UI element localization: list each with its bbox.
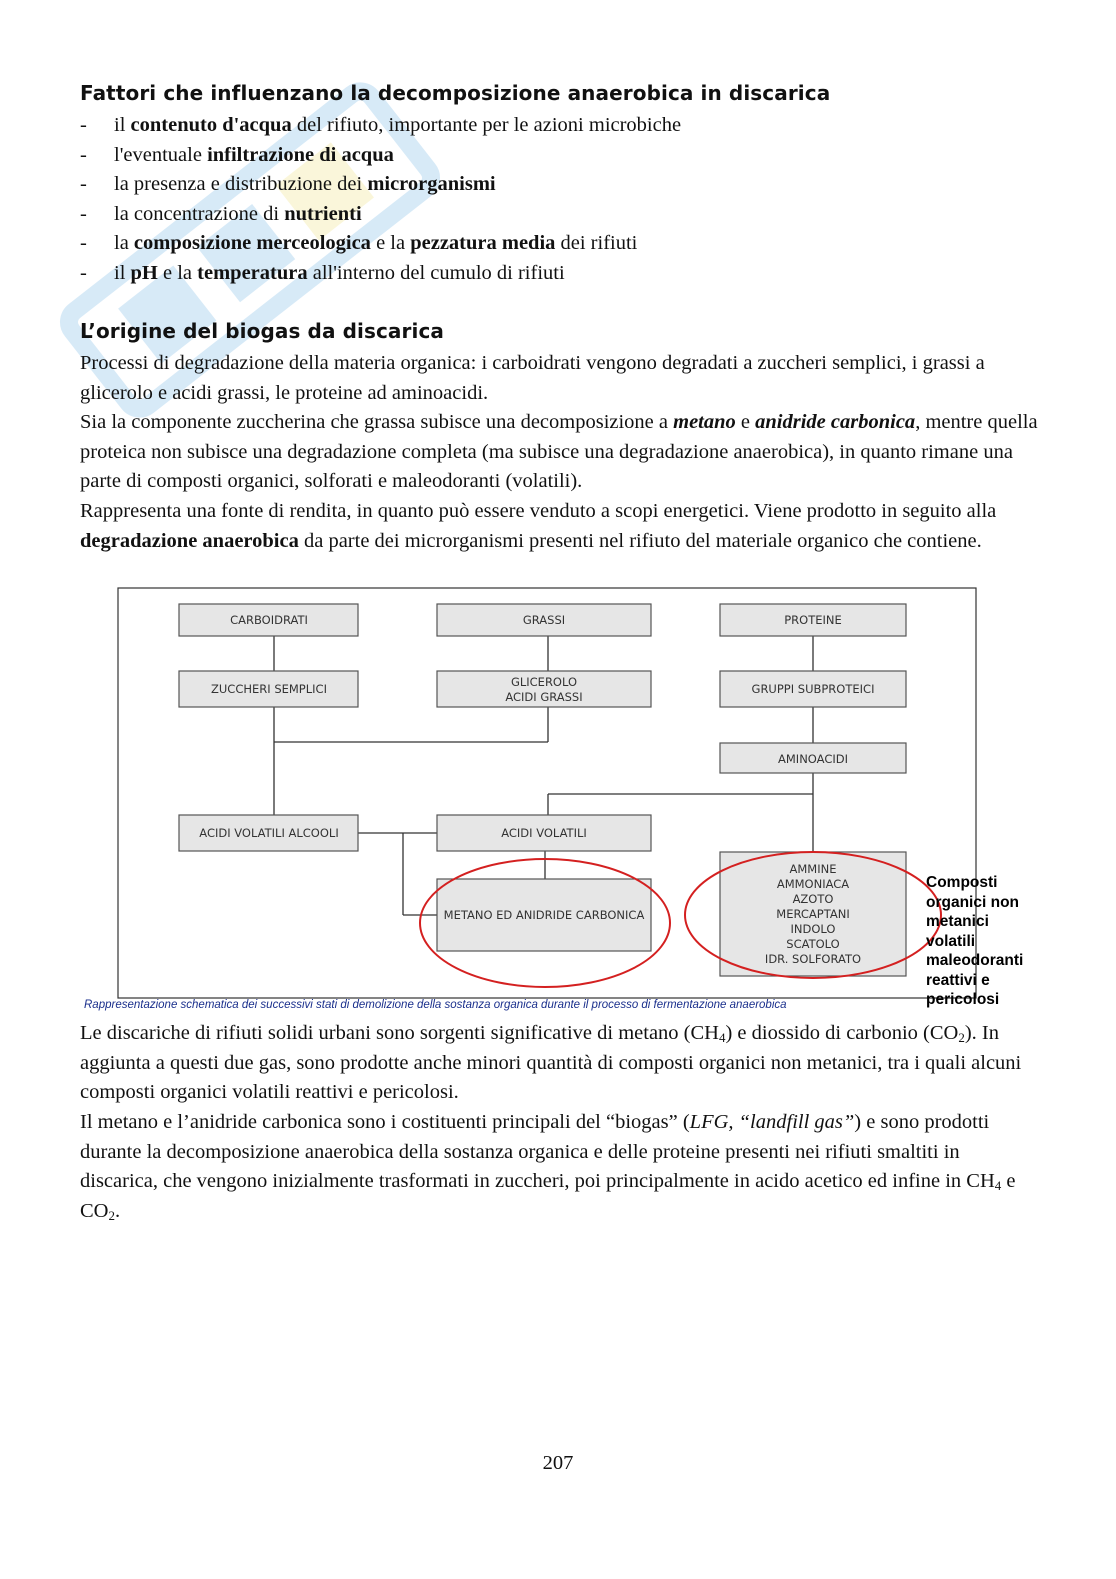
degradation-diagram xyxy=(80,585,1040,1000)
label-composto: IDR. SOLFORATO xyxy=(764,952,862,966)
label-glicerolo: GLICEROLO xyxy=(510,675,578,689)
label-grassi: GRASSI xyxy=(522,613,566,627)
list-item: - l'eventuale infiltrazione di acqua xyxy=(80,143,394,166)
paragraph-rendita: Rappresenta una fonte di rendita, in quanto può essere venduto a scopi energetici. Viene prodotto in seguito alla degradazione anaerobica da parte dei microrganismi presenti nel rifiuto del materiale organico che contiene. xyxy=(80,500,997,552)
label-composto: AZOTO xyxy=(792,892,834,906)
list-item: - la presenza e distribuzione dei microrganismi xyxy=(80,173,496,196)
label-metano: METANO ED ANIDRIDE CARBONICA xyxy=(443,908,645,922)
label-composto: MERCAPTANI xyxy=(776,907,850,921)
list-item: - il pH e la temperatura all'interno del cumulo di rifiuti xyxy=(80,261,565,284)
label-acidi-alcooli: ACIDI VOLATILI ALCOOLI xyxy=(199,826,339,840)
label-proteine: PROTEINE xyxy=(784,613,842,627)
label-composto: AMMONIACA xyxy=(776,877,850,891)
label-acidi-volatili: ACIDI VOLATILI xyxy=(501,826,587,840)
label-gruppi: GRUPPI SUBPROTEICI xyxy=(751,682,875,696)
figure-caption: Rappresentazione schematica dei successivi stati di demolizione della sostanza organica durante il processo di fermentazione anaerobica xyxy=(84,999,787,1011)
list-item: - la concentrazione di nutrienti xyxy=(80,202,362,225)
paragraph-decomposizione: Sia la componente zuccherina che grassa subisce una decomposizione a metano e anidride carbonica, mentre quella proteica non subisce una degradazione completa (ma subisce una degradazione anaerobica), in quanto rimane una parte di composti organici, solforati e maleodoranti (volatili). xyxy=(80,411,1038,493)
label-carboidrati: CARBOIDRATI xyxy=(230,613,308,627)
label-acidi-grassi: ACIDI GRASSI xyxy=(505,690,583,704)
label-aminoacidi: AMINOACIDI xyxy=(778,752,848,766)
factors-list xyxy=(80,111,681,289)
page-number: 207 xyxy=(542,1452,574,1474)
list-item: - il contenuto d'acqua del rifiuto, importante per le azioni microbiche xyxy=(80,114,682,136)
paragraph-sorgenti: Le discariche di rifiuti solidi urbani sono sorgenti significative di metano $(CH_4)$ e diossido di carbonio $(CO_2)$. In aggiunta a questi due gas, sono prodotte anche minori quantità di composti organici non metanici, tra i quali alcuni composti organici volatili reattivi e pericolosi. xyxy=(80,1022,1022,1104)
list-item: - la composizione merceologica e la pezzatura media dei rifiuti xyxy=(80,232,638,255)
label-composto: AMMINE xyxy=(789,862,837,876)
section-heading-fattori: Fattori che influenzano la decomposizione anaerobica in discarica xyxy=(80,81,831,105)
paragraph-costituenti: Il metano e l’anidride carbonica sono i costituenti principali del “biogas” (LFG, “landfill gas”) e sono prodotti durante la decomposizione anaerobica della sostanza organica e delle proteine presenti nei rifiuti smaltiti in discarica, che vengono inizialmente trasformati in zuccheri, poi principalmente in acido acetico ed infine in $CH_4$ e $CO_2$. xyxy=(80,1111,1016,1223)
label-composto: INDOLO xyxy=(790,922,836,936)
paragraph-degradazione: Processi di degradazione della materia organica: i carboidrati vengono degradati a zuccheri semplici, i grassi a glicerolo e acidi grassi, le proteine ad aminoacidi. xyxy=(80,352,985,404)
label-zuccheri: ZUCCHERI SEMPLICI xyxy=(211,682,327,696)
section-heading-biogas: L’origine del biogas da discarica xyxy=(80,319,445,343)
diagram-side-label: Composti organici non metanici volatili maleodoranti reattivi e pericolosi xyxy=(926,874,1024,1008)
label-composto: SCATOLO xyxy=(786,937,840,951)
